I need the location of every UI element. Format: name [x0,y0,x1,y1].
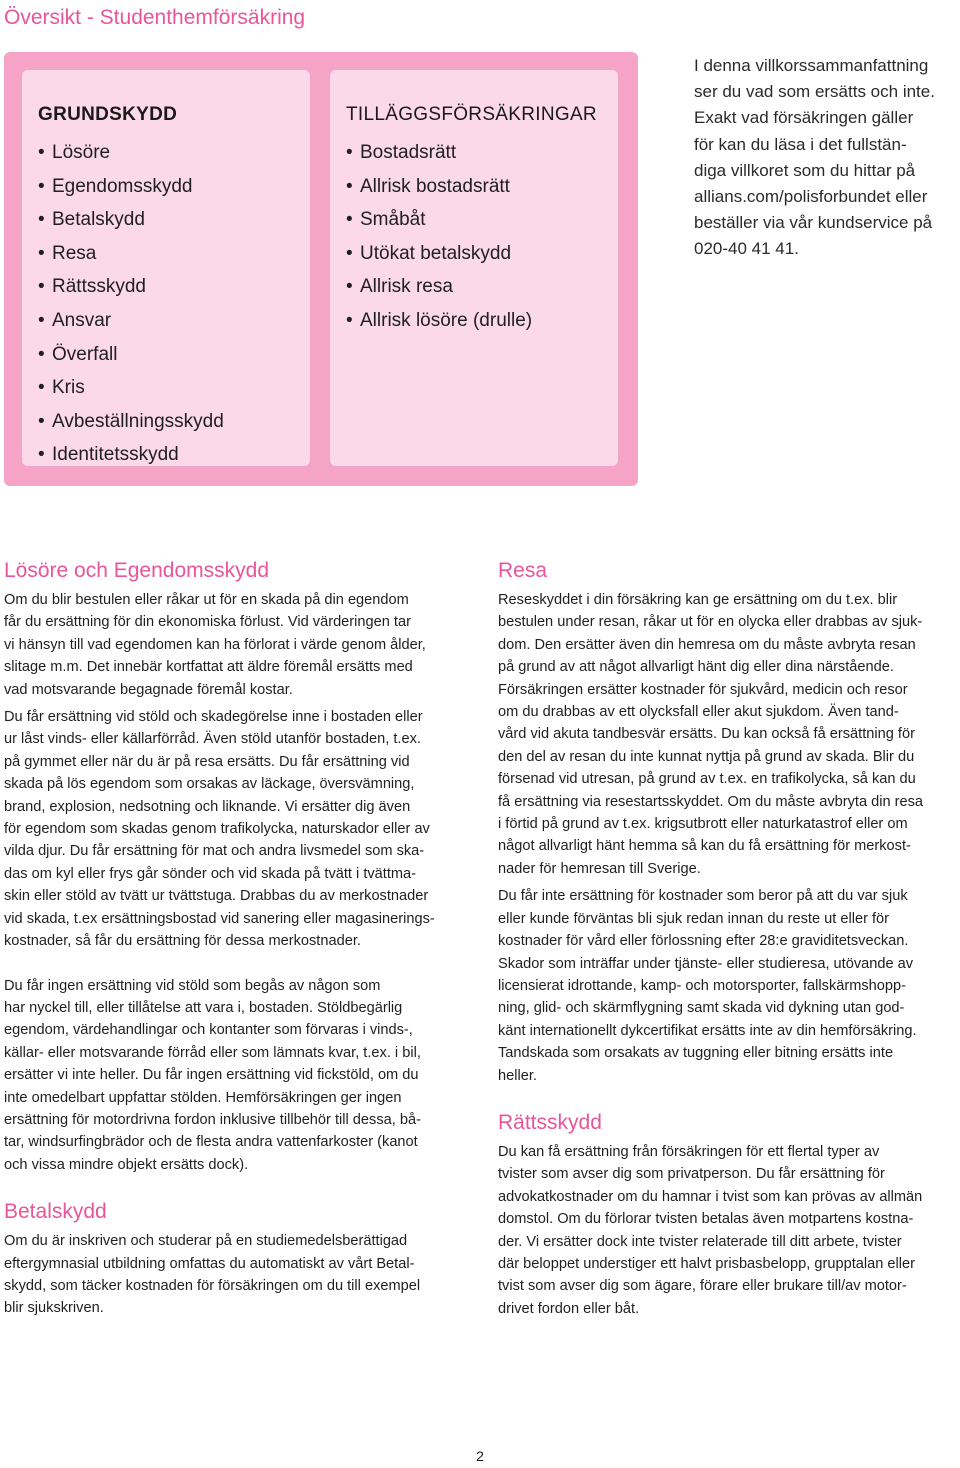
intro-text: I denna villkorssammanfattning ser du vad som ersätts och inte. Exakt vad försäkringen gäller för kan du läsa i det fullstän- diga villkoret som du hittar på allians.com/polisforbundet eller beställer via vår kundservice på 020-40 41 41. [694,56,935,259]
list-item: • Betalskydd [38,203,224,237]
grundskydd-box [22,70,310,466]
section-heading-losore: Lösöre och Egendomsskydd [4,559,269,582]
left-column [4,558,474,1320]
tillagg-box [330,70,618,466]
list-item: • Kris [38,371,224,405]
section-paragraph: Reseskyddet i din försäkring kan ge ersättning om du t.ex. blir bestulen under resan, råkar ut för en olycka eller drabbas av sjuk- dom. Den ersätter även din hemresa om du måste avbryta resan på grund av att något allvarligt hänt dig eller dina närstående. Försäkringen ersätter kostnader för sjukvård, medicin och resor om du drabbas av ett olycksfall eller akut sjukdom. Även tand- vård vid akuta tandbesvär ersätts. Du kan också få ersättning för den del av resan du inte kunnat nyttja på grund av skada. Blir du försenad vid utresan, på grund av t.ex. en trafikolycka, så kan du få ersättning via resestartsskyddet. Om du måste avbryta din resa i förtid på grund av t.ex. krigsutbrott eller naturkatastrof eller om något allvarligt hänt hemma så kan du få ersättning för merkost- nader för hemresan till Sverige. [498,592,924,877]
tillagg-list [346,136,532,338]
list-item: • Ansvar [38,304,224,338]
page-number: 2 [476,1448,484,1464]
section-heading-betalskydd: Betalskydd [4,1200,107,1224]
section-paragraph: Om du blir bestulen eller råkar ut för en skada på din egendom får du ersättning för din ekonomiska förlust. Vid värderingen tar vi hänsyn till vad egendomen kan ha förlorat i värde genom ålder, slitage m.m. Det innebär kortfattat att äldre föremål ersätts med vad motsvarande begagnade föremål kostar. [4,592,426,698]
list-item: • Allrisk bostadsrätt [346,170,532,204]
section-paragraph: Du får ersättning vid stöld och skadegörelse inne i bostaden eller ur låst vinds- eller källarförråd. Även stöld utanför bostaden, t.ex. på gymmet eller när du är på resa ersätts. Du får ersättning vid skada på lös egendom som orsakas av läckage, översvämning, brand, explosion, nedsotning och liknande. Vi ersätter dig även för egendom som skadas genom trafikolycka, naturskador eller av vilda djur. Du får ersättning för mat och andra livsmedel som ska- das om kyl eller frys går sönder och vid skada på tvätt i tvättma- skin eller stöld av tvätt ur tvättstuga. Drabbas du av merkostnader vid skada, t.ex ersättningsbostad vid sanering eller magasinerings- kostnader, så får du ersättning för dessa merkostnader. [4,709,435,950]
list-item: • Lösöre [38,136,224,170]
section-paragraph: Du får ingen ersättning vid stöld som begås av någon som har nyckel till, eller tillåtelse att vara i, bostaden. Stöldbegärlig egendom, värdehandlingar och kontanter som förvaras i vinds-, källar- eller motsvarande förråd eller som lämnats kvar, t.ex. i bil, ersätter vi inte heller. Du får ingen ersättning vid fickstöld, om du inte omedelbart uppfattar stölden. Hemförsäkringen ger ingen ersättning för motordrivna fordon inklusive tillbehör till dessa, bå- tar, windsurfingbrädor och de flesta andra vattenfarkoster (kanot och vissa mindre objekt ersätts dock). [4,977,421,1173]
list-item: • Resa [38,237,224,271]
list-item: • Avbeställningsskydd [38,405,224,439]
grundskydd-list [38,136,224,472]
section-heading-rattsskydd: Rättsskydd [498,1110,602,1134]
list-item: • Allrisk lösöre (drulle) [346,304,532,338]
list-item: • Rättsskydd [38,270,224,304]
tillagg-heading: TILLÄGGSFÖRSÄKRINGAR [346,104,597,125]
overview-panel [4,52,638,486]
list-item: • Överfall [38,338,224,372]
list-item: • Småbåt [346,203,532,237]
section-paragraph: Om du är inskriven och studerar på en studiemedelsberättigad eftergymnasial utbildning omfattas du automatiskt av vårt Betal- skydd, som täcker kostnaden för försäkringen om du till exempel blir sjukskriven. [4,1233,421,1317]
list-item: • Allrisk resa [346,270,532,304]
list-item: • Utökat betalskydd [346,237,532,271]
list-item: • Bostadsrätt [346,136,532,170]
section-paragraph: Du kan få ersättning från försäkringen för ett flertal typer av tvister som avser dig som privatperson. Du får ersättning för advokatkostnader om du hamnar i tvist som kan prövas av allmän domstol. Om du förlorar tvisten betalas även motpartens kostna- der. Vi ersätter dock inte tvister relaterade till ditt arbete, tvister där beloppet understiger ett halvt prisbasbelopp, grupptalan eller tvist som avser dig som ägare, förare eller brukare till/av motor- drivet fordon eller båt. [498,1143,923,1317]
right-column [498,558,960,1320]
list-item: • Identitetsskydd [38,438,224,472]
section-paragraph: Du får inte ersättning för kostnader som beror på att du var sjuk eller kunde förväntas bli sjuk redan innan du reste ut eller för kostnader för vård eller förlossning efter 28:e graviditetsveckan. Skador som inträffar under tjänste- eller studieresa, utövande av licensierat idrottande, kamp- och motorsporter, fallskärmshopp- ning, glid- och skärmflygning samt skada vid dykning utan god- känt internationellt dykcertifikat ersätts inte av din hemförsäkring. Tandskada som orsakats av tuggning eller bitning ersätts inte heller. [498,888,917,1084]
section-heading-resa: Resa [498,559,548,582]
page-title: Översikt - Studenthemförsäkring [4,6,306,29]
grundskydd-heading: GRUNDSKYDD [38,104,178,125]
list-item: • Egendomsskydd [38,170,224,204]
